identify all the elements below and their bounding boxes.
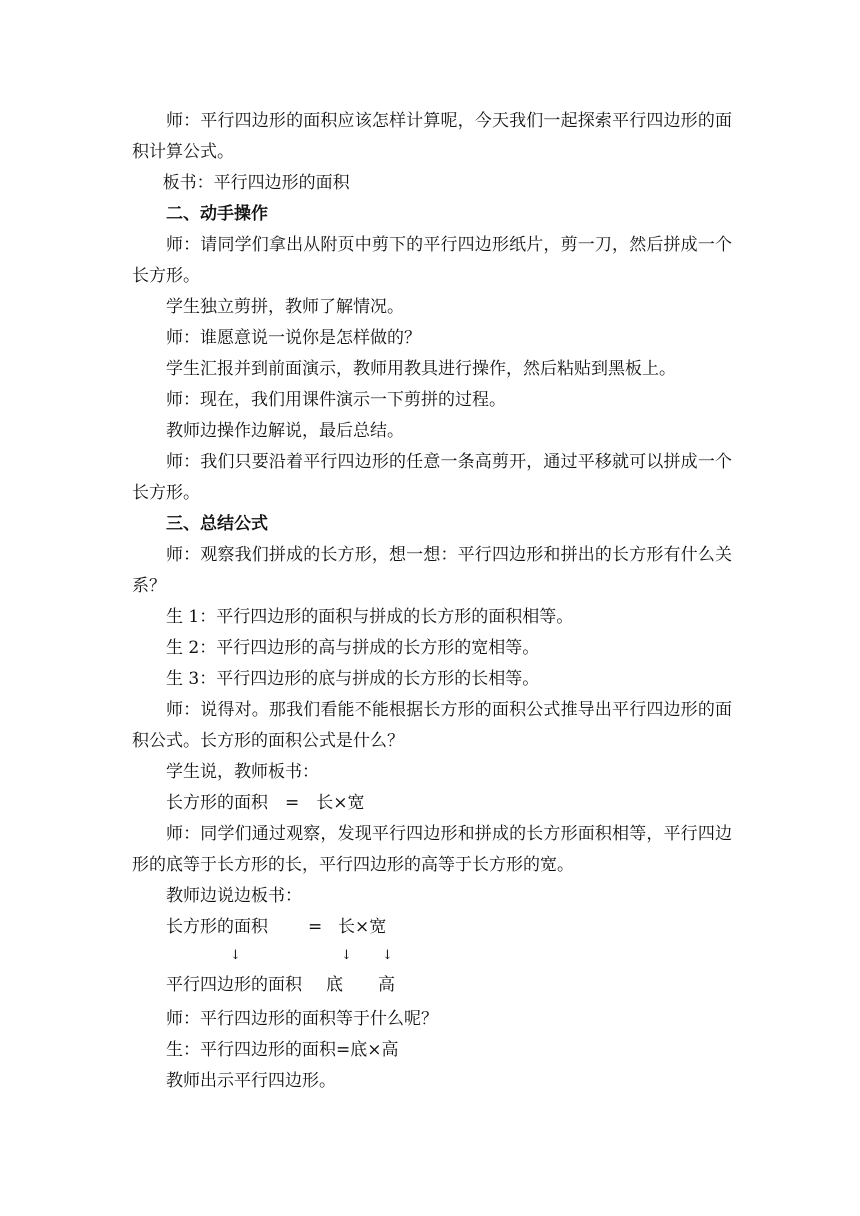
paragraph: 师：平行四边形的面积应该怎样计算呢，今天我们一起探索平行四边形的面积计算公式。: [132, 111, 732, 162]
para-area-label: 平行四边形的面积: [166, 975, 302, 995]
paragraph: 教师出示平行四边形。: [166, 1071, 336, 1091]
down-arrow-icon: ↓: [230, 948, 241, 963]
paragraph: 学生汇报并到前面演示，教师用教具进行操作，然后粘贴到黑板上。: [166, 359, 676, 379]
paragraph: 师：我们只要沿着平行四边形的任意一条高剪开，通过平移就可以拼成一个长方形。: [132, 452, 732, 503]
paragraph-board: 板书：平行四边形的面积: [162, 173, 350, 193]
paragraph: 生：平行四边形的面积=底×高: [166, 1040, 399, 1060]
paragraph: 师：请同学们拿出从附页中剪下的平行四边形纸片，剪一刀，然后拼成一个长方形。: [132, 235, 732, 286]
section-heading-2: 二、动手操作: [166, 204, 268, 224]
down-arrow-icon: ↓: [382, 948, 393, 963]
paragraph: 教师边操作边解说，最后总结。: [166, 421, 404, 441]
paragraph: 师：观察我们拼成的长方形，想一想：平行四边形和拼出的长方形有什么关系？: [132, 545, 732, 596]
paragraph: 教师边说边板书：: [166, 886, 302, 906]
height-label: 高: [378, 975, 395, 995]
lesson-text: [132, 106, 732, 1097]
board-formula: 长方形的面积 = 长×宽: [166, 793, 365, 813]
rect-area-label: 长方形的面积: [166, 917, 268, 937]
section-heading-3: 三、总结公式: [166, 514, 268, 534]
paragraph: 师：同学们通过观察，发现平行四边形和拼成的长方形面积相等，平行四边形的底等于长方形的长，平行四边形的高等于长方形的宽。: [132, 824, 732, 875]
paragraph: 生 1：平行四边形的面积与拼成的长方形的面积相等。: [166, 607, 574, 627]
base-label: 底: [326, 975, 343, 995]
down-arrow-icon: ↓: [341, 948, 352, 963]
paragraph: 师：谁愿意说一说你是怎样做的？: [166, 328, 421, 348]
paragraph: 生 3：平行四边形的底与拼成的长方形的长相等。: [166, 669, 540, 689]
paragraph: 学生独立剪拼，教师了解情况。: [166, 297, 404, 317]
paragraph: 师：平行四边形的面积等于什么呢？: [166, 1009, 438, 1029]
equals-sign: =: [308, 917, 323, 937]
rect-formula: 长×宽: [338, 917, 387, 937]
paragraph: 师：说得对。那我们看能不能根据长方形的面积公式推导出平行四边形的面积公式。长方形的面积公式是什么？: [132, 700, 732, 751]
paragraph: 学生说，教师板书：: [166, 762, 319, 782]
formula-derivation-diagram: [132, 912, 732, 1004]
paragraph: 师：现在，我们用课件演示一下剪拼的过程。: [166, 390, 506, 410]
paragraph: 生 2：平行四边形的高与拼成的长方形的宽相等。: [166, 638, 540, 658]
